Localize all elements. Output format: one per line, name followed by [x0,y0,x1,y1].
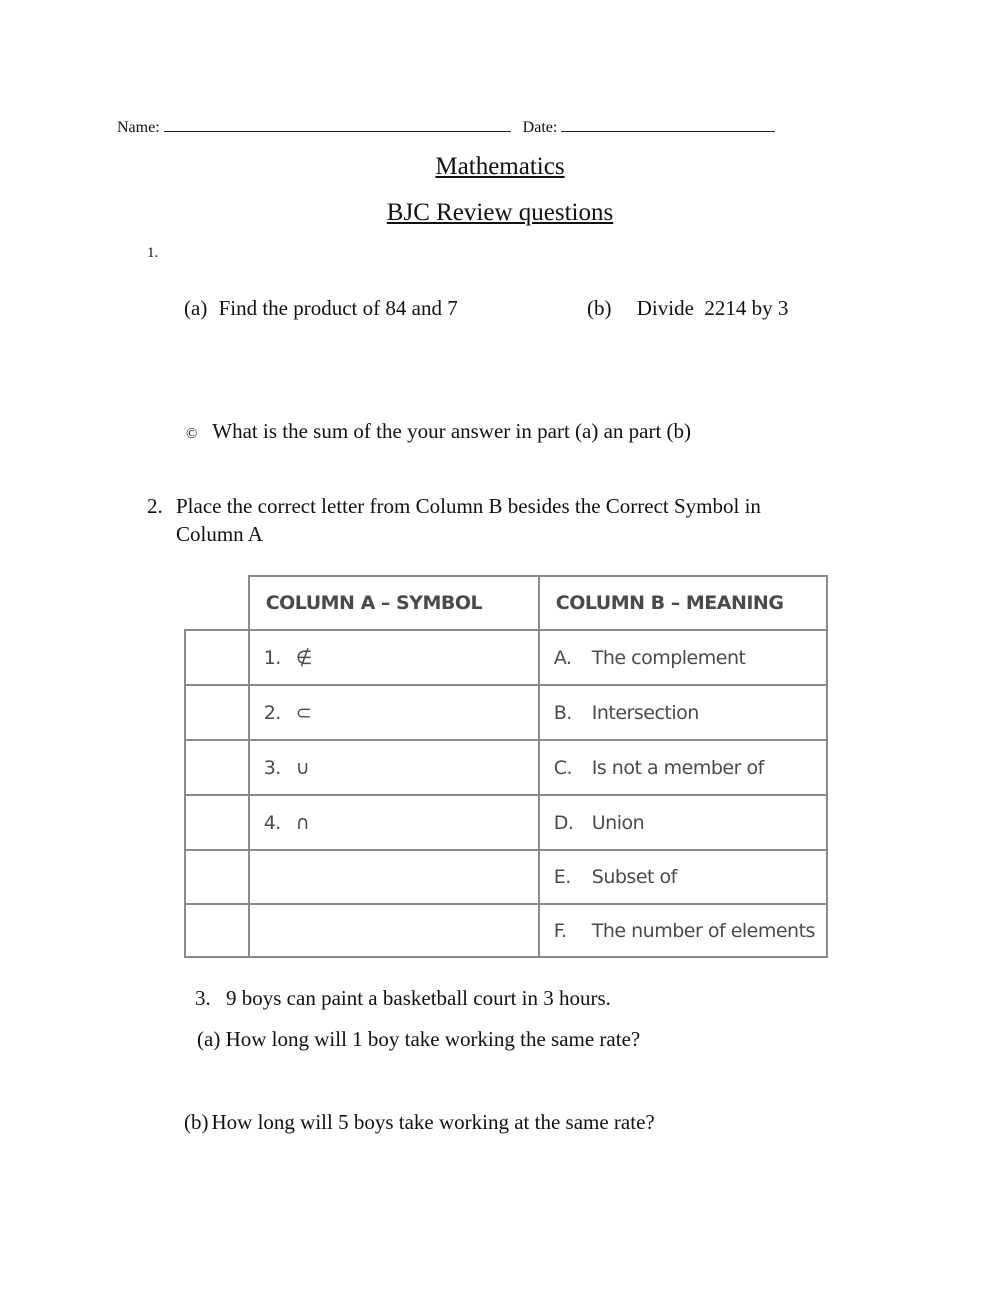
row-num: 1. [263,646,281,669]
answer-cell-4[interactable] [185,795,249,850]
symbol-intersection: ∩ [295,811,310,834]
row-num: 4. [263,811,281,834]
q1-part-a [184,296,458,321]
meaning-text: Is not a member of [591,756,764,779]
answer-cell-5[interactable] [185,850,249,904]
table-row [185,904,827,957]
symbol-not-member: ∉ [295,646,312,669]
meaning-text: Union [591,811,645,834]
q1-part-c [186,419,691,444]
q1-c-text: What is the sum of the your answer in part (a) an part (b) [212,419,692,443]
table-row [185,740,827,795]
q1-a-text: Find the product of 84 and 7 [218,296,458,320]
q2-number: 2. [147,494,163,518]
q3-stem-text: 9 boys can paint a basketball court in 3 hours. [226,986,611,1010]
q3-part-a [197,1027,640,1052]
name-field[interactable] [164,117,511,132]
q3-part-b [184,1110,655,1135]
meaning-text: The complement [591,646,746,669]
q1-a-label: (a) [184,296,208,320]
row-letter: B. [553,701,572,724]
q1-b-text: Divide 2214 by 3 [636,296,789,320]
row-num: 2. [263,701,281,724]
symbol-union: ∪ [295,756,310,779]
answer-cell-2[interactable] [185,685,249,740]
row-letter: F. [553,919,567,942]
date-label: Date: [522,119,558,136]
row-letter: C. [553,756,573,779]
answer-cell-3[interactable] [185,740,249,795]
answer-cell-6[interactable] [185,904,249,957]
q3-a-text: How long will 1 boy take working the same rate? [225,1027,641,1051]
q3-b-label: (b) [184,1110,209,1134]
q2-line1: Place the correct letter from Column B besides the Correct Symbol in [176,494,761,518]
subtitle: BJC Review questions [386,199,614,226]
table-row [185,795,827,850]
row-letter: D. [553,811,574,834]
meaning-text: The number of elements [591,919,815,942]
q3-b-text: How long will 5 boys take working at the same rate? [211,1110,655,1134]
column-b-header: COLUMN B – MEANING [539,576,827,630]
q3-stem [195,986,611,1011]
date-field[interactable] [561,117,775,132]
column-a-header: COLUMN A – SYMBOL [249,576,539,630]
row-num: 3. [263,756,281,779]
q1-c-label: © [186,426,198,442]
q2-line2: Column A [176,522,263,546]
subject-title: Mathematics [435,153,565,180]
row-letter: A. [553,646,572,669]
name-date-line [117,117,775,137]
row-letter: E. [553,866,571,888]
q3-a-label: (a) [197,1027,221,1051]
table-row [185,850,827,904]
table-row [185,685,827,740]
q1-b-label: (b) [587,296,612,320]
table-header-row [185,576,827,630]
q3-number: 3. [195,986,211,1010]
symbol-subset: ⊂ [295,701,312,724]
meaning-text: Intersection [591,701,699,724]
meaning-text: Subset of [591,866,677,888]
table-row [185,630,827,685]
q1-part-b [587,296,788,321]
name-label: Name: [117,119,160,136]
matching-table [184,575,828,958]
q1-number: 1. [147,245,159,261]
answer-cell-1[interactable] [185,630,249,685]
